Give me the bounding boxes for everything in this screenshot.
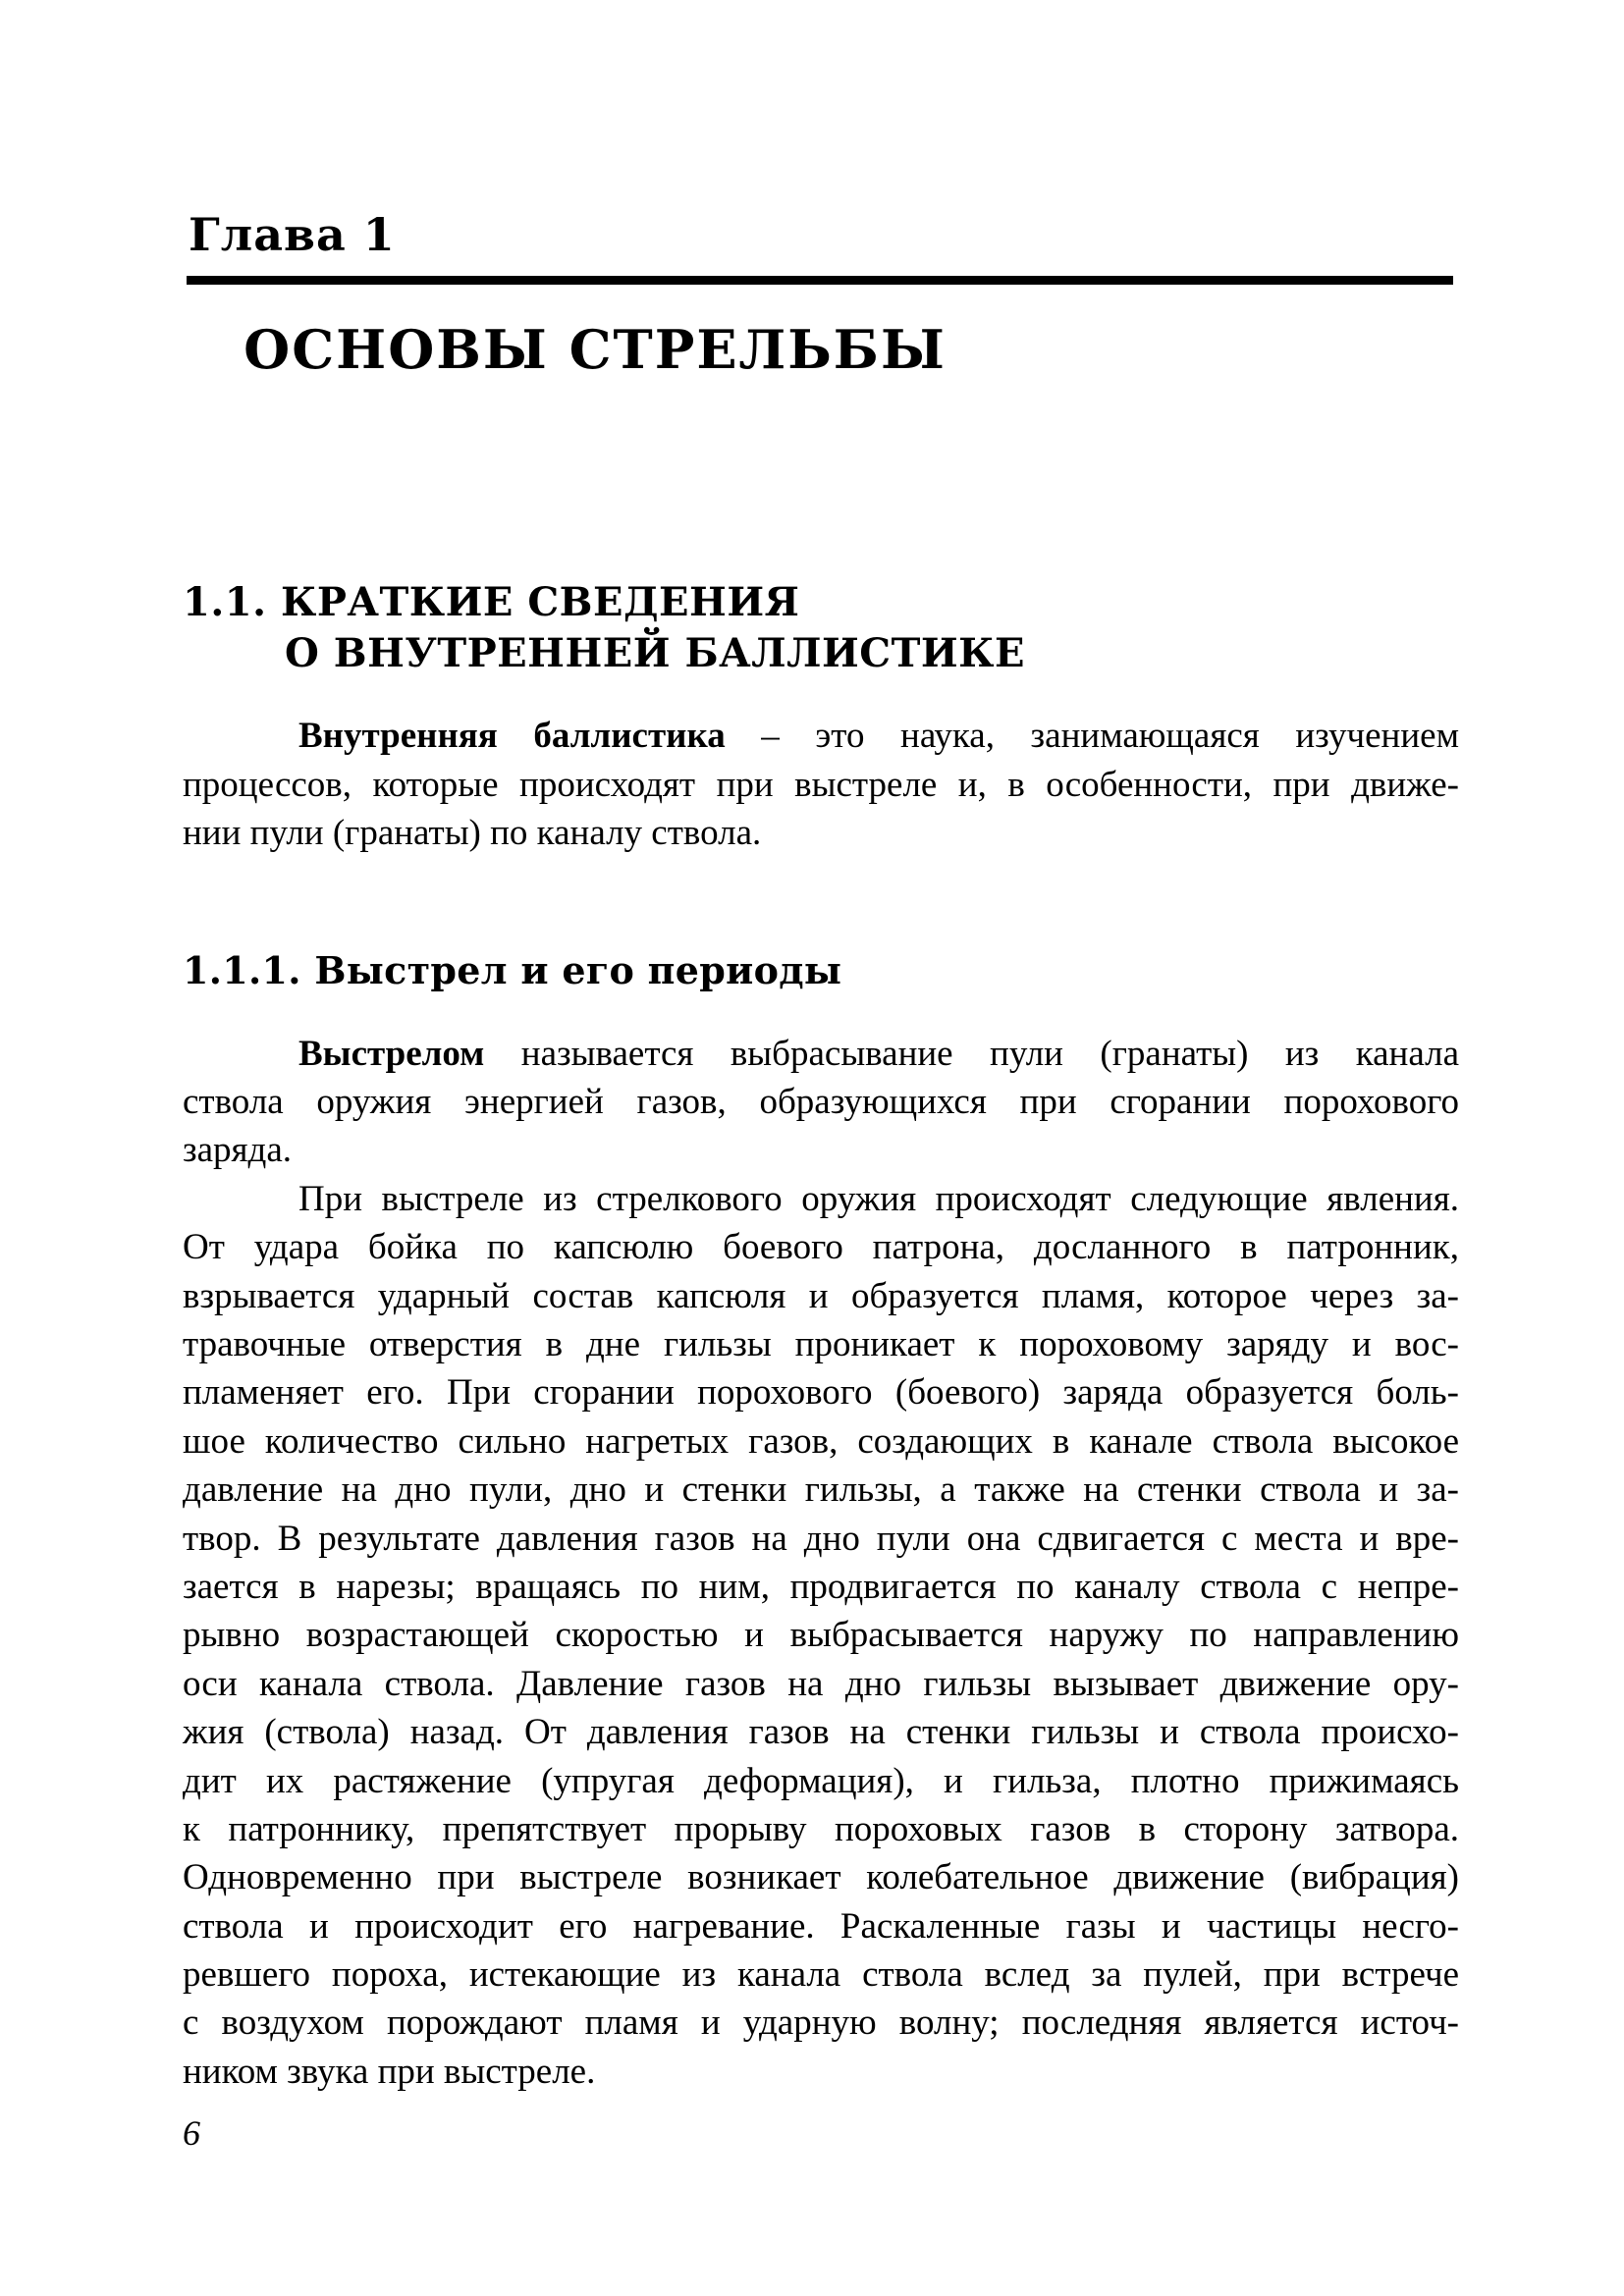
chapter-label: Глава 1: [189, 208, 396, 261]
paragraph-line: ствола оружия энергией газов, образующихся при сгорании порохового: [183, 1082, 1459, 1123]
paragraph-line: ревшего пороха, истекающие из канала ствола вслед за пулей, при встрече: [183, 1954, 1459, 1996]
paragraph-shot-process: [183, 1175, 1459, 2096]
paragraph-line: пламеняет его. При сгорании порохового (боевого) заряда образуется боль-: [183, 1372, 1459, 1414]
paragraph-line: жия (ствола) назад. От давления газов на стенки гильзы и ствола происхо-: [183, 1712, 1459, 1753]
paragraph-line: оси канала ствола. Давление газов на дно гильзы вызывает движение ору-: [183, 1663, 1459, 1704]
intro-paragraph: [183, 712, 1459, 857]
term-internal-ballistics: Внутренняя баллистика: [298, 716, 726, 757]
section-heading-line-2: О ВНУТРЕННЕЙ БАЛЛИСТИКЕ: [285, 630, 1026, 677]
paragraph-line: твор. В результате давления газов на дно пули она сдвигается с места и вре-: [183, 1518, 1459, 1559]
paragraph-line: травочные отверстия в дне гильзы проникает к пороховому заряду и вос-: [183, 1324, 1459, 1364]
paragraph-shot-definition: [183, 1030, 1459, 1175]
paragraph-line: с воздухом порождают пламя и ударную волну; последняя является источ-: [183, 2002, 1459, 2044]
paragraph-line: [183, 712, 1459, 760]
paragraph-line: рывно возрастающей скоростью и выбрасывается наружу по направлению: [183, 1615, 1459, 1656]
paragraph-line: давление на дно пули, дно и стенки гильзы, а также на стенки ствола и за-: [183, 1469, 1459, 1511]
paragraph-line: нии пули (гранаты) по каналу ствола.: [183, 813, 762, 854]
chapter-title: ОСНОВЫ СТРЕЛЬБЫ: [244, 318, 947, 382]
term-shot: Выстрелом: [298, 1033, 485, 1074]
paragraph-line: шое количество сильно нагретых газов, создающих в канале ствола высокое: [183, 1420, 1459, 1462]
section-heading-line-1: 1.1. КРАТКИЕ СВЕДЕНИЯ: [183, 579, 800, 626]
page-content-column: [183, 0, 1459, 2096]
section-heading-1-1: [183, 577, 1459, 679]
chapter-divider-rule: [187, 276, 1453, 285]
paragraph-line: [183, 1030, 1459, 1078]
paragraph-line: ником звука при выстреле.: [183, 2051, 596, 2092]
paragraph-line: заряда.: [183, 1130, 293, 1171]
paragraph-line: зается в нарезы; вращаясь по ним, продвигается по каналу ствола с непре-: [183, 1566, 1459, 1607]
intro-line-1-rest: – это наука, занимающаяся изучением: [725, 716, 1459, 757]
main-line-1: При выстреле из стрелкового оружия происходят следующие явления.: [298, 1178, 1459, 1219]
paragraph-line: процессов, которые происходят при выстреле и, в особенности, при движе-: [183, 764, 1459, 805]
paragraph-line: дит их растяжение (упругая деформация), и гильза, плотно прижимаясь: [183, 1760, 1459, 1801]
subsection-heading-1-1-1: 1.1.1. Выстрел и его периоды: [183, 947, 842, 992]
paragraph-line: [183, 1175, 1459, 1223]
shot-line-1-rest: называется выбрасывание пули (гранаты) из канала: [484, 1033, 1459, 1074]
paragraph-line: к патроннику, препятствует прорыву пороховых газов в сторону затвора.: [183, 1808, 1459, 1849]
page-number: 6: [183, 2113, 200, 2153]
paragraph-line: ствола и происходит его нагревание. Раскаленные газы и частицы несго-: [183, 1905, 1459, 1947]
paragraph-line: Одновременно при выстреле возникает колебательное движение (вибрация): [183, 1857, 1459, 1898]
paragraph-line: взрывается ударный состав капсюля и образуется пламя, которое через за-: [183, 1275, 1459, 1316]
paragraph-line: От удара бойка по капсюлю боевого патрона, досланного в патронник,: [183, 1227, 1459, 1268]
